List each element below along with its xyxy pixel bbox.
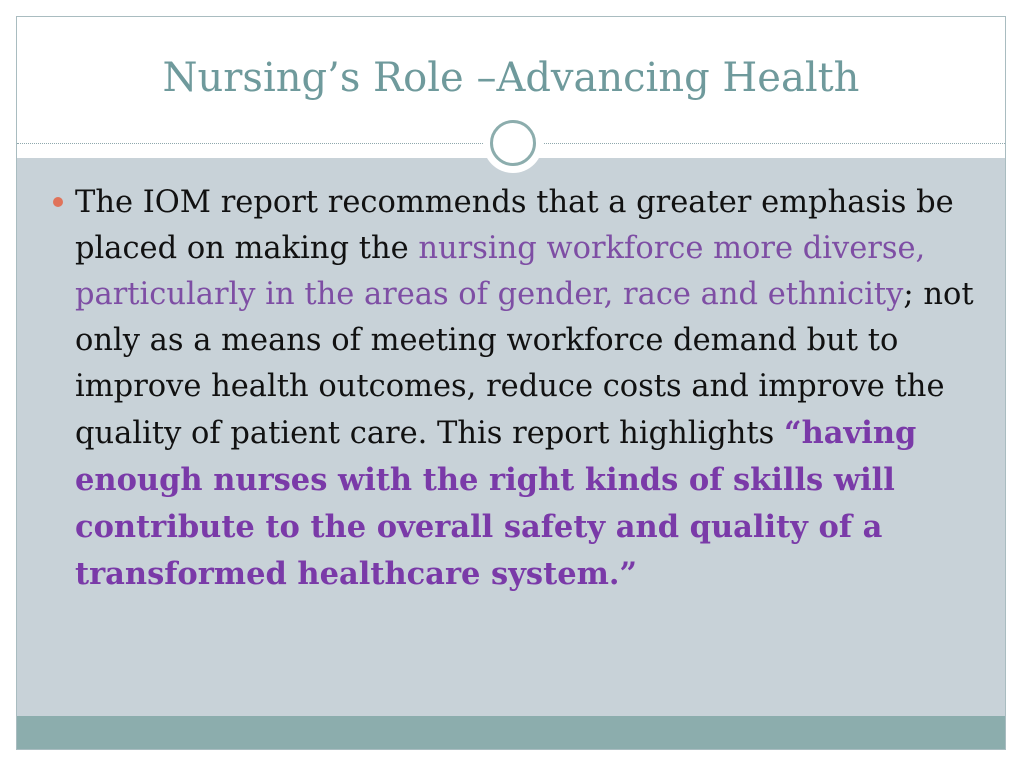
bullet-dot-icon (53, 197, 63, 207)
circle-ornament-icon (483, 113, 543, 173)
bullet-text-part2: ; not only as a means of meeting workforce demand but to improve health outcomes, reduce costs and improve the quality of patient care. This report highlights (75, 277, 974, 451)
report-quote: “having enough nurses with the right kinds of skills will contribute to the overall safety and quality of a transformed healthcare system.” (75, 415, 917, 592)
circle-ring (490, 120, 536, 166)
bullet-text-part1: The IOM report recommends that a greater emphasis be placed on making the (75, 185, 954, 266)
diversity-highlight: nursing workforce more diverse, particularly in the areas of gender, race and ethnicity (75, 231, 926, 312)
slide-frame (16, 16, 1006, 750)
footer-band (17, 716, 1005, 750)
slide-title: Nursing’s Role –Advancing Health (162, 55, 860, 101)
bullet-text (75, 180, 995, 598)
